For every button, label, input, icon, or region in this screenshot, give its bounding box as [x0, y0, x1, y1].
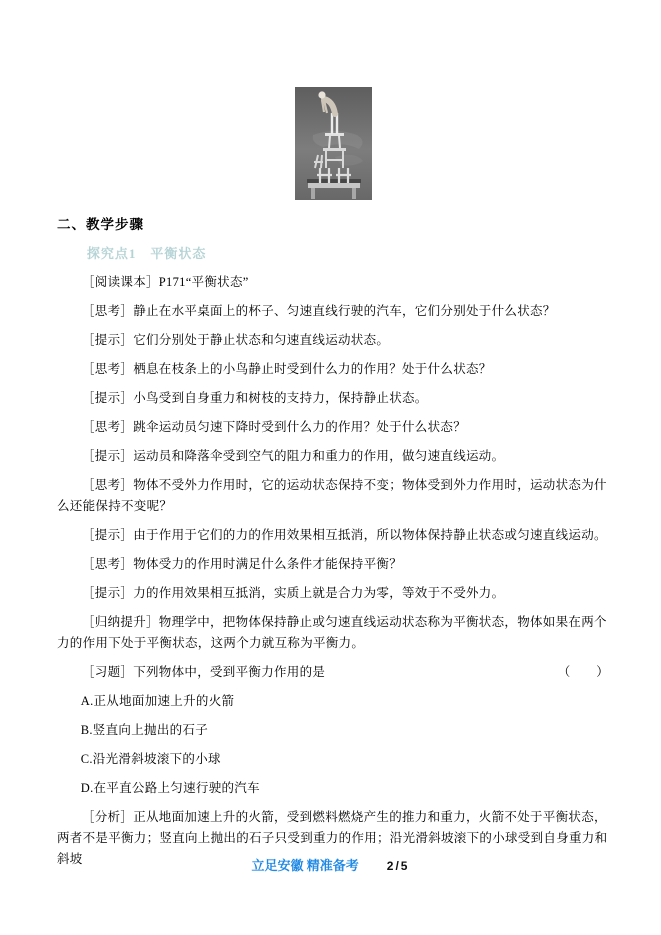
- section-heading: 二、教学步骤: [57, 217, 144, 232]
- option-d: D.在平直公路上匀速行驶的汽车: [80, 781, 260, 795]
- page-footer: [0, 857, 661, 875]
- paragraph-hint-2: ［提示］小鸟受到自身重力和树枝的支持力，保持静止状态。: [82, 391, 428, 405]
- option-c: C.沿光滑斜坡滚下的小球: [80, 752, 221, 766]
- paragraph-hint-1: ［提示］它们分别处于静止状态和匀速直线运动状态。: [82, 333, 390, 347]
- footer-slogan: 立足安徽 精准备考: [251, 858, 359, 873]
- explore-point-heading: 探究点1 平衡状态: [86, 246, 207, 261]
- figure-container: [57, 87, 609, 200]
- paragraph-think-1: ［思考］静止在水平桌面上的杯子、匀速直线行驶的汽车，它们分别处于什么状态？: [82, 304, 556, 318]
- paragraph-think-4: ［思考］物体不受外力作用时，它的运动状态保持不变；物体受到外力作用时，运动状态为什么还能保持不变呢？: [57, 478, 607, 513]
- analysis-paragraph: ［分析］正从地面加速上升的火箭，受到燃料燃烧产生的推力和重力，火箭不处于平衡状态，两者不是平衡力；竖直向上抛出的石子只受到重力的作用；沿光滑斜坡滚下的小球受到自身重力和斜坡: [57, 810, 608, 866]
- paragraph-hint-5: ［提示］力的作用效果相互抵消，实质上就是合力为零，等效于不受外力。: [82, 586, 505, 600]
- paragraph-read-textbook: ［阅读课本］P171“平衡状态”: [82, 275, 249, 289]
- paragraph-think-5: ［思考］物体受力的作用时满足什么条件才能保持平衡？: [82, 557, 403, 571]
- paragraph-think-2: ［思考］栖息在枝条上的小鸟静止时受到什么力的作用？处于什么状态？: [82, 362, 492, 376]
- option-a: A.正从地面加速上升的火箭: [80, 694, 235, 708]
- exercise-question-line: [57, 662, 609, 683]
- paragraph-summary: ［归纳提升］物理学中，把物体保持静止或匀速直线运动状态称为平衡状态，物体如果在两个力的作用下处于平衡状态，这两个力就互称为平衡力。: [57, 615, 607, 650]
- exercise-question: ［习题］下列物体中，受到平衡力作用的是: [82, 665, 326, 679]
- acrobat-balancing-photo: [295, 87, 372, 200]
- page-indicator: 2/5: [386, 859, 410, 873]
- paragraph-think-3: ［思考］跳伞运动员匀速下降时受到什么力的作用？处于什么状态？: [82, 420, 467, 434]
- paragraph-hint-4: ［提示］由于作用于它们的力的作用效果相互抵消，所以物体保持静止状态或匀速直线运动。: [82, 528, 607, 542]
- option-b: B.竖直向上抛出的石子: [80, 723, 209, 737]
- paragraph-hint-3: ［提示］运动员和降落伞受到空气的阻力和重力的作用，做匀速直线运动。: [82, 449, 505, 463]
- answer-blank: （ ）: [557, 665, 609, 679]
